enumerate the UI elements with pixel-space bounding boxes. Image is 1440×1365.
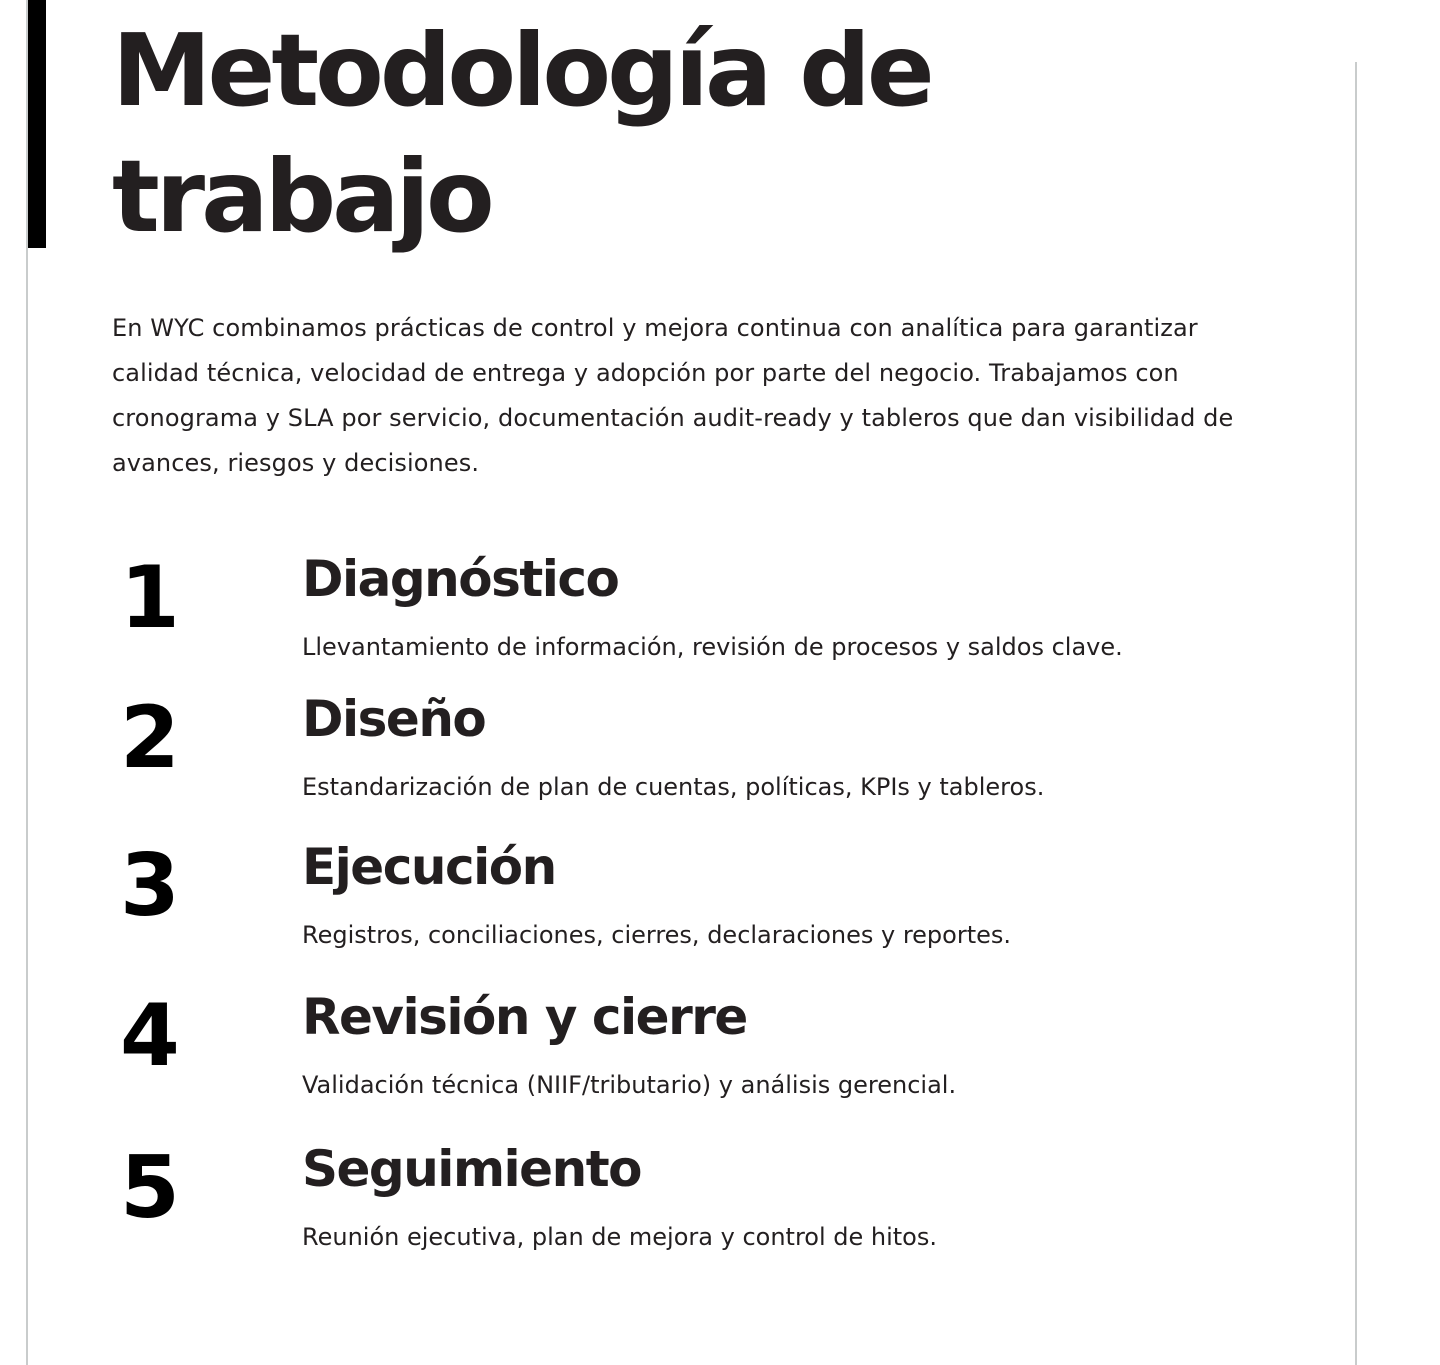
step-description: Llevantamiento de información, revisión de procesos y saldos clave. <box>302 633 1123 661</box>
step-number: 5 <box>120 1138 180 1238</box>
title-accent-bar <box>28 0 46 248</box>
page-frame-right <box>1355 62 1357 1365</box>
step-number: 4 <box>120 986 180 1086</box>
step-title: Ejecución <box>302 838 556 896</box>
step-description: Validación técnica (NIIF/tributario) y análisis gerencial. <box>302 1071 957 1099</box>
page-title-line-1: Metodología de <box>112 12 931 129</box>
step-seguimiento <box>112 1138 1312 1278</box>
step-title: Revisión y cierre <box>302 988 747 1046</box>
step-title: Diagnóstico <box>302 550 619 608</box>
step-number: 1 <box>120 548 180 648</box>
step-title: Seguimiento <box>302 1140 641 1198</box>
intro-paragraph: En WYC combinamos prácticas de control y mejora continua con analítica para garantizar calidad técnica, velocidad de entrega y adopción por parte del negocio. Trabajamos con cronograma y SLA por servicio, documentación audit-ready y tableros que dan visibilidad de avances, riesgos y decisiones. <box>112 314 1234 477</box>
step-description: Reunión ejecutiva, plan de mejora y control de hitos. <box>302 1223 937 1251</box>
step-revision-y-cierre <box>112 986 1312 1126</box>
step-description: Registros, conciliaciones, cierres, declaraciones y reportes. <box>302 921 1012 949</box>
step-diagnostico <box>112 548 1312 688</box>
step-diseno <box>112 688 1312 828</box>
step-title: Diseño <box>302 690 486 748</box>
step-description: Estandarización de plan de cuentas, políticas, KPIs y tableros. <box>302 773 1045 801</box>
step-number: 2 <box>120 688 180 788</box>
page-title-line-2: trabajo <box>112 138 491 255</box>
page-title <box>112 8 1212 260</box>
step-ejecucion <box>112 836 1312 976</box>
step-number: 3 <box>120 836 180 936</box>
